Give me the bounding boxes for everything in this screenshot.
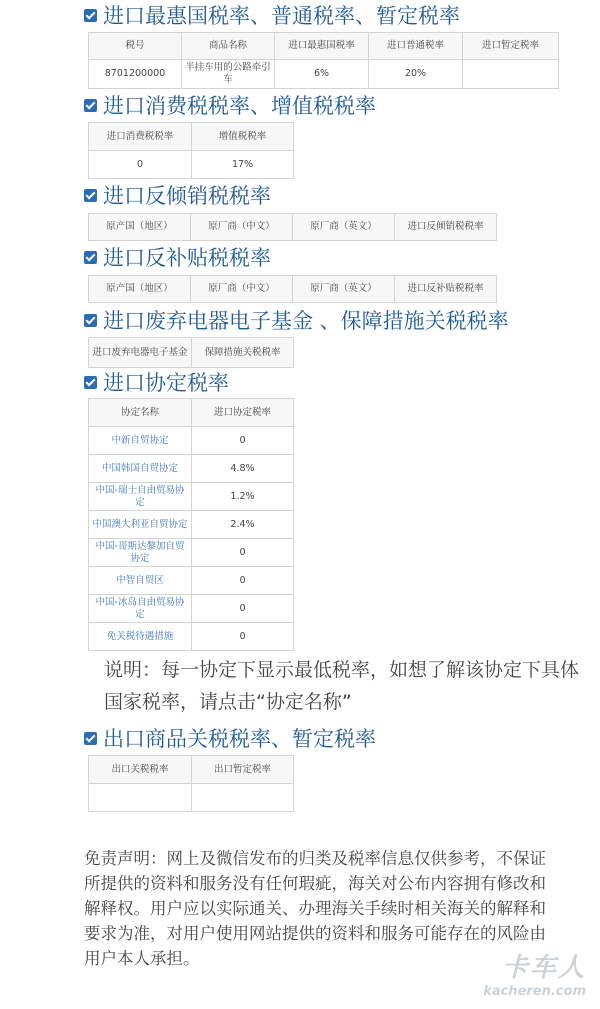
agreement-rate: 0 [192,623,294,651]
table-agreement [88,398,294,651]
watermark-top: 卡车人 [501,953,586,983]
checkbox-checked-icon [84,251,97,264]
section-title-antidumping: 进口反倾销税税率 [84,180,271,210]
table-cell [89,784,192,812]
table-antisubsidy [88,275,497,303]
checkbox-checked-icon [84,9,97,22]
col-header: 保障措施关税税率 [192,338,294,368]
section-title-mfn: 进口最惠国税率、普通税率、暂定税率 [84,0,460,30]
col-header: 进口普通税率 [369,33,463,60]
agreement-name-link[interactable]: 中国澳大利亚自贸协定 [89,511,192,539]
agreement-rate: 1.2% [192,483,294,511]
col-header: 进口反倾销税税率 [395,214,497,241]
agreement-name-link[interactable]: 中智自贸区 [89,567,192,595]
col-header: 进口暂定税率 [463,33,559,60]
agreement-name-link[interactable]: 中国-瑞士自由贸易协定 [89,483,192,511]
table-cell [192,784,294,812]
checkbox-checked-icon [84,99,97,112]
table-antidumping [88,213,497,241]
col-header: 进口协定税率 [192,399,294,427]
agreement-rate: 0 [192,567,294,595]
col-header: 原厂商（中文） [191,214,293,241]
table-row [89,623,294,651]
table-cell: 半挂车用的公路牵引车 [182,60,275,89]
checkbox-checked-icon [84,189,97,202]
table-row [89,539,294,567]
col-header: 原产国（地区） [89,276,191,303]
col-header: 协定名称 [89,399,192,427]
checkbox-checked-icon [84,314,97,327]
col-header: 商品名称 [182,33,275,60]
watermark-logo [483,947,586,999]
section-title-consumption: 进口消费税税率、增值税税率 [84,90,376,120]
table-row [89,427,294,455]
agreement-rate: 2.4% [192,511,294,539]
agreement-note: 说明：每一协定下显示最低税率，如想了解该协定下具体国家税率，请点击“协定名称” [104,659,580,713]
col-header: 原厂商（英文） [293,276,395,303]
section-title-export: 出口商品关税税率、暂定税率 [84,723,376,753]
col-header: 进口废弃电器电子基金 [89,338,192,368]
table-cell [463,60,559,89]
table-row [89,511,294,539]
agreement-rate: 0 [192,427,294,455]
table-mfn [88,32,559,89]
table-consumption [88,122,294,179]
table-row [89,483,294,511]
col-header: 进口消费税税率 [89,123,192,151]
table-export [88,755,294,812]
table-row [89,567,294,595]
col-header: 进口最惠国税率 [275,33,369,60]
agreement-name-link[interactable]: 免关税待遇措施 [89,623,192,651]
agreement-name-link[interactable]: 中国韩国自贸协定 [89,455,192,483]
section-title-weee: 进口废弃电器电子基金 、保障措施关税税率 [84,305,509,335]
agreement-name-link[interactable]: 中国-冰岛自由贸易协定 [89,595,192,623]
agreement-rate: 0 [192,595,294,623]
col-header: 原厂商（英文） [293,214,395,241]
table-cell: 17% [192,151,294,179]
table-row [89,455,294,483]
col-header: 出口关税税率 [89,756,192,784]
col-header: 原厂商（中文） [191,276,293,303]
table-cell: 20% [369,60,463,89]
table-cell: 8701200000 [89,60,182,89]
col-header: 进口反补贴税税率 [395,276,497,303]
col-header: 税号 [89,33,182,60]
checkbox-checked-icon [84,732,97,745]
checkbox-checked-icon [84,376,97,389]
agreement-rate: 4.8% [192,455,294,483]
section-title-antisubsidy: 进口反补贴税税率 [84,242,271,272]
section-title-agreement: 进口协定税率 [84,367,229,397]
disclaimer-text: 免责声明：网上及微信发布的归类及税率信息仅供参考，不保证所提供的资料和服务没有任何瑕疵，海关对公布内容拥有修改和解释权。用户应以实际通关、办理海关手续时相关海关的解释和要求为准，对用户使用网站提供的资料和服务可能存在的风险由用户本人承担。 [84,849,546,968]
agreement-name-link[interactable]: 中国-哥斯达黎加自贸协定 [89,539,192,567]
agreement-name-link[interactable]: 中新自贸协定 [89,427,192,455]
table-cell: 0 [89,151,192,179]
watermark-bottom: kacheren.com [483,984,586,999]
agreement-rate: 0 [192,539,294,567]
table-cell: 6% [275,60,369,89]
table-weee [88,337,294,368]
table-row [89,595,294,623]
col-header: 原产国（地区） [89,214,191,241]
col-header: 出口暂定税率 [192,756,294,784]
col-header: 增值税税率 [192,123,294,151]
